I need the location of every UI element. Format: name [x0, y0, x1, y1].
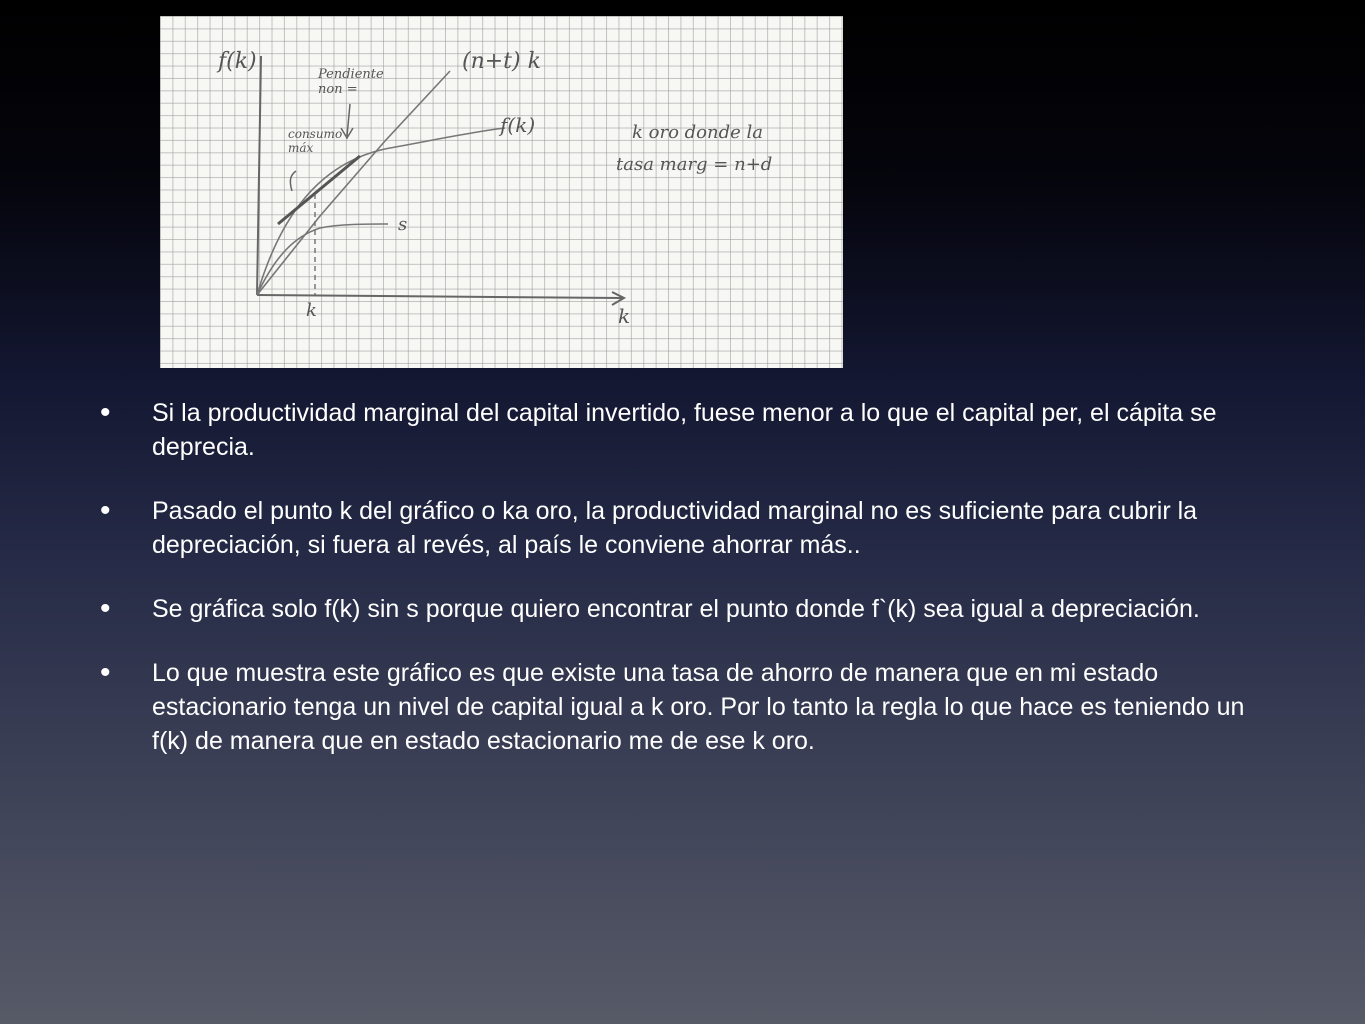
x-axis [257, 295, 622, 298]
bullet-dot: • [100, 494, 111, 527]
bullet-list [100, 396, 1260, 788]
bullet-dot: • [100, 592, 111, 625]
slope-note: Pendiente non = [318, 67, 384, 97]
bullet-dot: • [100, 656, 111, 689]
bullet-item [100, 494, 1260, 562]
k-gold-marker-label: k [306, 300, 317, 321]
bullet-item [100, 656, 1260, 758]
bullet-item [100, 396, 1260, 464]
y-axis [257, 56, 261, 295]
handwritten-graph-photo [160, 16, 843, 368]
curve-f-label: f(k) [500, 113, 536, 137]
bullet-text: Se gráfica solo f(k) sin s porque quiero encontrar el punto donde f`(k) sea igual a depreciación. [152, 595, 1200, 623]
bullet-text: Si la productividad marginal del capital invertido, fuese menor a lo que el capital per, el cápita se deprecia. [152, 399, 1217, 461]
graph-drawing [160, 16, 843, 368]
consumption-note: consumo máx [288, 127, 343, 155]
bullet-text: Pasado el punto k del gráfico o ka oro, la productividad marginal no es suficiente para cubrir la depreciación, si fuera al revés, al país le conviene ahorrar más.. [152, 497, 1198, 559]
bullet-dot: • [100, 396, 111, 429]
x-axis-label: k [618, 304, 631, 328]
consumption-arrow [290, 171, 296, 191]
bullet-item [100, 592, 1260, 626]
bullet-text: Lo que muestra este gráfico es que existe una tasa de ahorro de manera que en mi estado estacionario tenga un nivel de capital igual a k oro. Por lo tanto la regla lo que hace es teniendo un f(k) de manera que en estado estacionario me de ese k oro. [152, 659, 1245, 755]
savings-curve [257, 224, 388, 295]
right-note: k oro donde la tasa marg = n+d [616, 122, 773, 175]
curve-s-label: s [398, 214, 408, 235]
depreciation-line [257, 71, 450, 295]
line-label: (n+t) k [462, 49, 541, 74]
y-axis-label: f(k) [218, 49, 257, 74]
tangent-line [278, 156, 360, 224]
